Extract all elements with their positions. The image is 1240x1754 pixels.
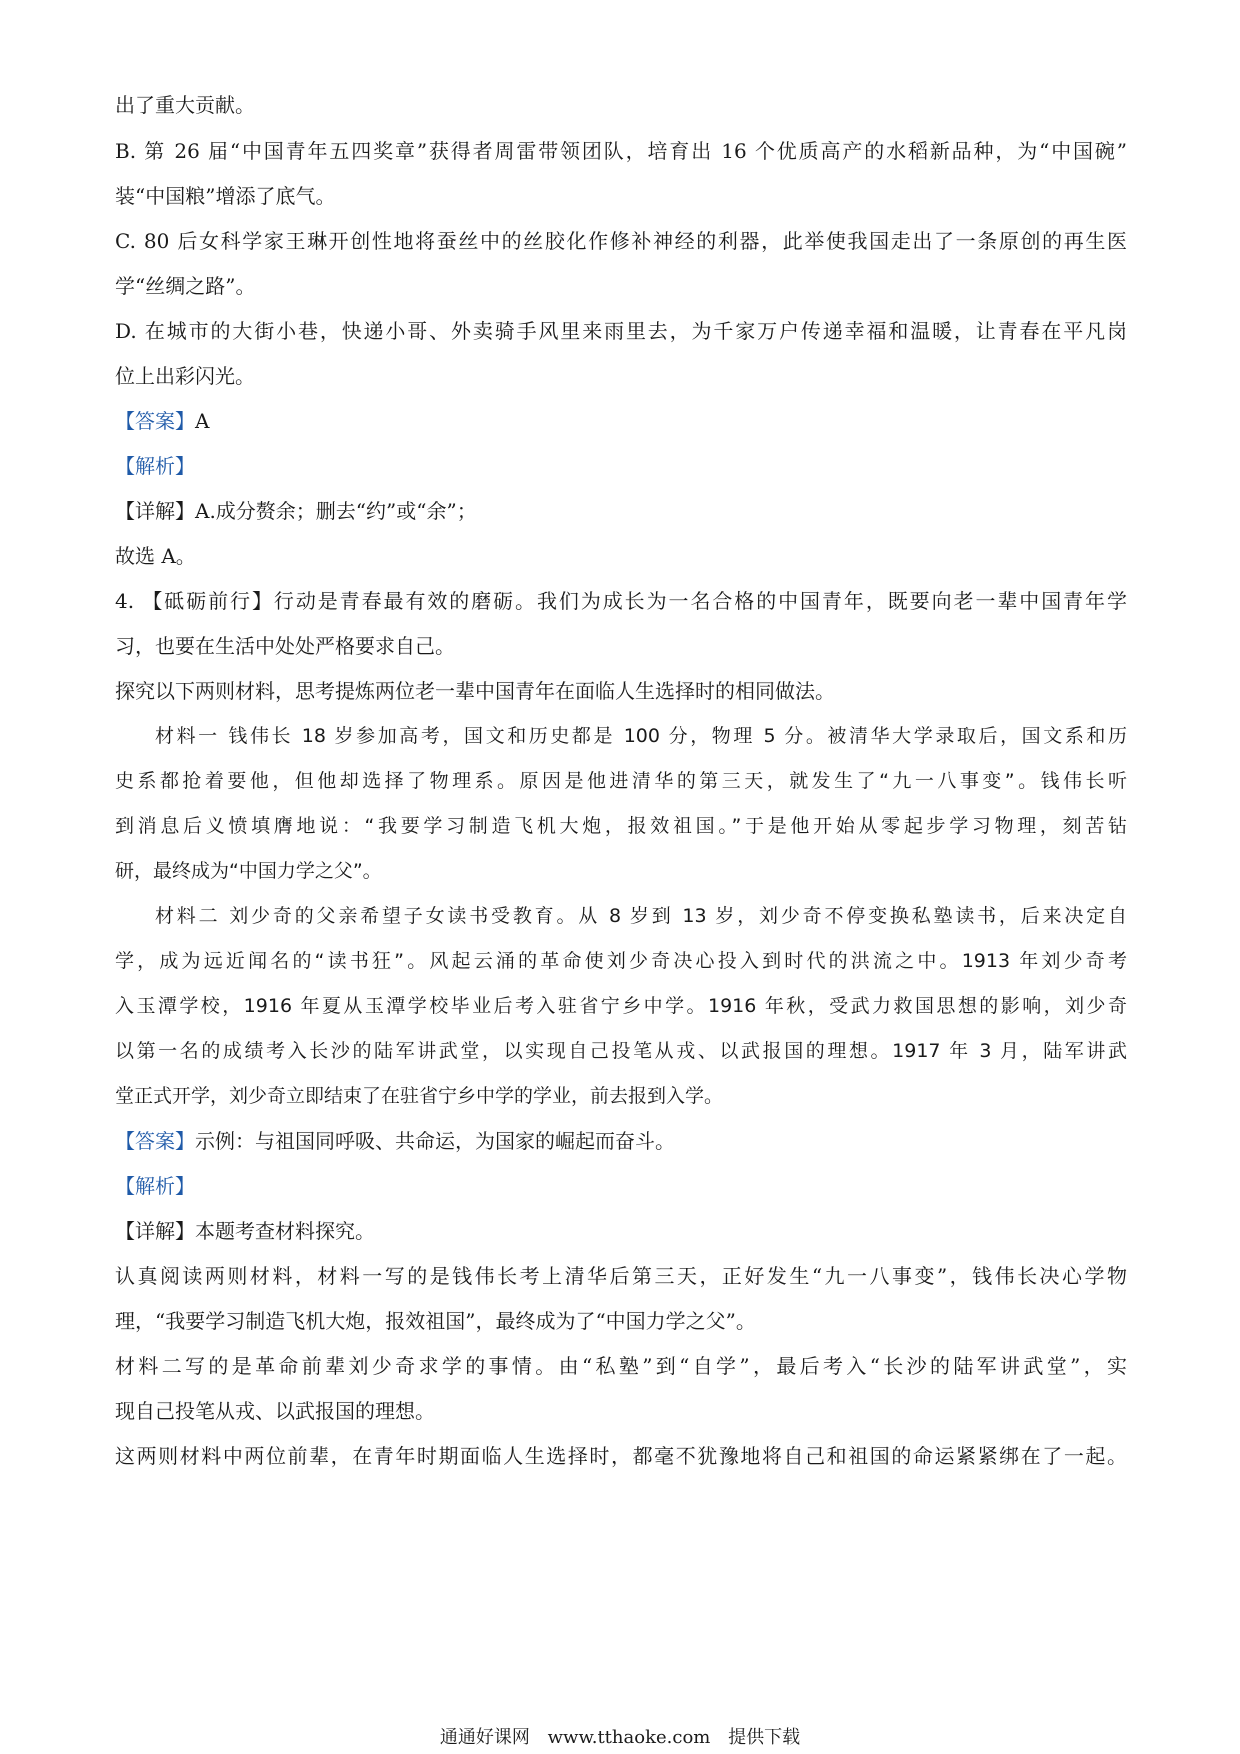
material-one-line: 到消息后义愤填膺地说：“我要学习制造飞机大炮，报效祖国。”于是他开始从零起步学习物理，刻苦钻 [115, 815, 1127, 837]
analysis-line [115, 1172, 1127, 1200]
paragraph-line: 故选 A。 [115, 544, 196, 568]
footer-site-name: 通通好课网 [439, 1727, 530, 1748]
detail-text: 本题考查材料探究。 [195, 1219, 375, 1243]
footer-url[interactable]: www.tthaoke.com [547, 1727, 711, 1748]
option-c-line: C. 80 后女科学家王琳开创性地将蚕丝中的丝胶化作修补神经的利器，此举使我国走出了一条原创的再生医 [115, 229, 1127, 253]
question-4-line: 4. 【砥砺前行】行动是青春最有效的磨砺。我们为成长为一名合格的中国青年，既要向老一辈中国青年学 [115, 589, 1127, 613]
question-4-prompt: 探究以下两则材料，思考提炼两位老一辈中国青年在面临人生选择时的相同做法。 [115, 679, 835, 703]
material-two-line: 堂正式开学，刘少奇立即结束了在驻省宁乡中学的学业，前去报到入学。 [115, 1085, 724, 1107]
answer-tag: 【答案】 [115, 1129, 195, 1153]
analysis-tag: 【解析】 [115, 454, 195, 478]
analysis-line [115, 452, 1127, 480]
detail-text: A.成分赘余；删去“约”或“余”； [195, 499, 477, 523]
option-c-line: 学“丝绸之路”。 [115, 274, 256, 298]
option-b-line: B. 第 26 届“中国青年五四奖章”获得者周雷带领团队，培育出 16 个优质高产的水稻新品种，为“中国碗” [115, 139, 1127, 163]
explanation-line: 理，“我要学习制造飞机大炮，报效祖国”，最终成为了“中国力学之父”。 [115, 1309, 756, 1333]
answer-text: 示例：与祖国同呼吸、共命运，为国家的崛起而奋斗。 [195, 1129, 675, 1153]
material-two-line: 入玉潭学校，1916 年夏从玉潭学校毕业后考入驻省宁乡中学。1916 年秋，受武力救国思想的影响，刘少奇 [115, 995, 1127, 1017]
explanation-line: 现自己投笔从戎、以武报国的理想。 [115, 1399, 435, 1423]
footer-suffix: 提供下载 [728, 1727, 801, 1748]
explanation-line: 认真阅读两则材料，材料一写的是钱伟长考上清华后第三天，正好发生“九一八事变”，钱伟长决心学物 [115, 1264, 1127, 1288]
material-two-line: 材料二 刘少奇的父亲希望子女读书受教育。从 8 岁到 13 岁，刘少奇不停变换私塾读书，后来决定自 [155, 905, 1127, 927]
explanation-line: 材料二写的是革命前辈刘少奇求学的事情。由“私塾”到“自学”，最后考入“长沙的陆军讲武堂”，实 [115, 1354, 1127, 1378]
detail-line [115, 1217, 1127, 1245]
answer-line [115, 1127, 1127, 1155]
option-d-line: D. 在城市的大街小巷，快递小哥、外卖骑手风里来雨里去，为千家万户传递幸福和温暖，让青春在平凡岗 [115, 319, 1127, 343]
explanation-line: 这两则材料中两位前辈，在青年时期面临人生选择时，都毫不犹豫地将自己和祖国的命运紧紧绑在了一起。 [115, 1444, 1127, 1468]
answer-line [115, 407, 1127, 435]
detail-tag: 【详解】 [115, 1219, 195, 1243]
material-one-line: 研，最终成为“中国力学之父”。 [115, 860, 382, 882]
detail-line [115, 497, 1127, 525]
answer-text: A [195, 409, 210, 433]
material-two-line: 学，成为远近闻名的“读书狂”。风起云涌的革命使刘少奇决心投入到时代的洪流之中。1913 年刘少奇考 [115, 950, 1127, 972]
option-d-line: 位上出彩闪光。 [115, 364, 255, 388]
option-b-line: 装“中国粮”增添了底气。 [115, 184, 336, 208]
material-one-line: 史系都抢着要他，但他却选择了物理系。原因是他进清华的第三天，就发生了“九一八事变”。钱伟长听 [115, 770, 1127, 792]
analysis-tag: 【解析】 [115, 1174, 195, 1198]
page-footer [0, 1726, 1240, 1750]
detail-tag: 【详解】 [115, 499, 195, 523]
material-one-line: 材料一 钱伟长 18 岁参加高考，国文和历史都是 100 分，物理 5 分。被清华大学录取后，国文系和历 [155, 725, 1127, 747]
material-two-line: 以第一名的成绩考入长沙的陆军讲武堂，以实现自己投笔从戎、以武报国的理想。1917 年 3 月，陆军讲武 [115, 1040, 1127, 1062]
paragraph-line: 出了重大贡献。 [115, 93, 255, 117]
question-4-line: 习，也要在生活中处处严格要求自己。 [115, 634, 455, 658]
answer-tag: 【答案】 [115, 409, 195, 433]
